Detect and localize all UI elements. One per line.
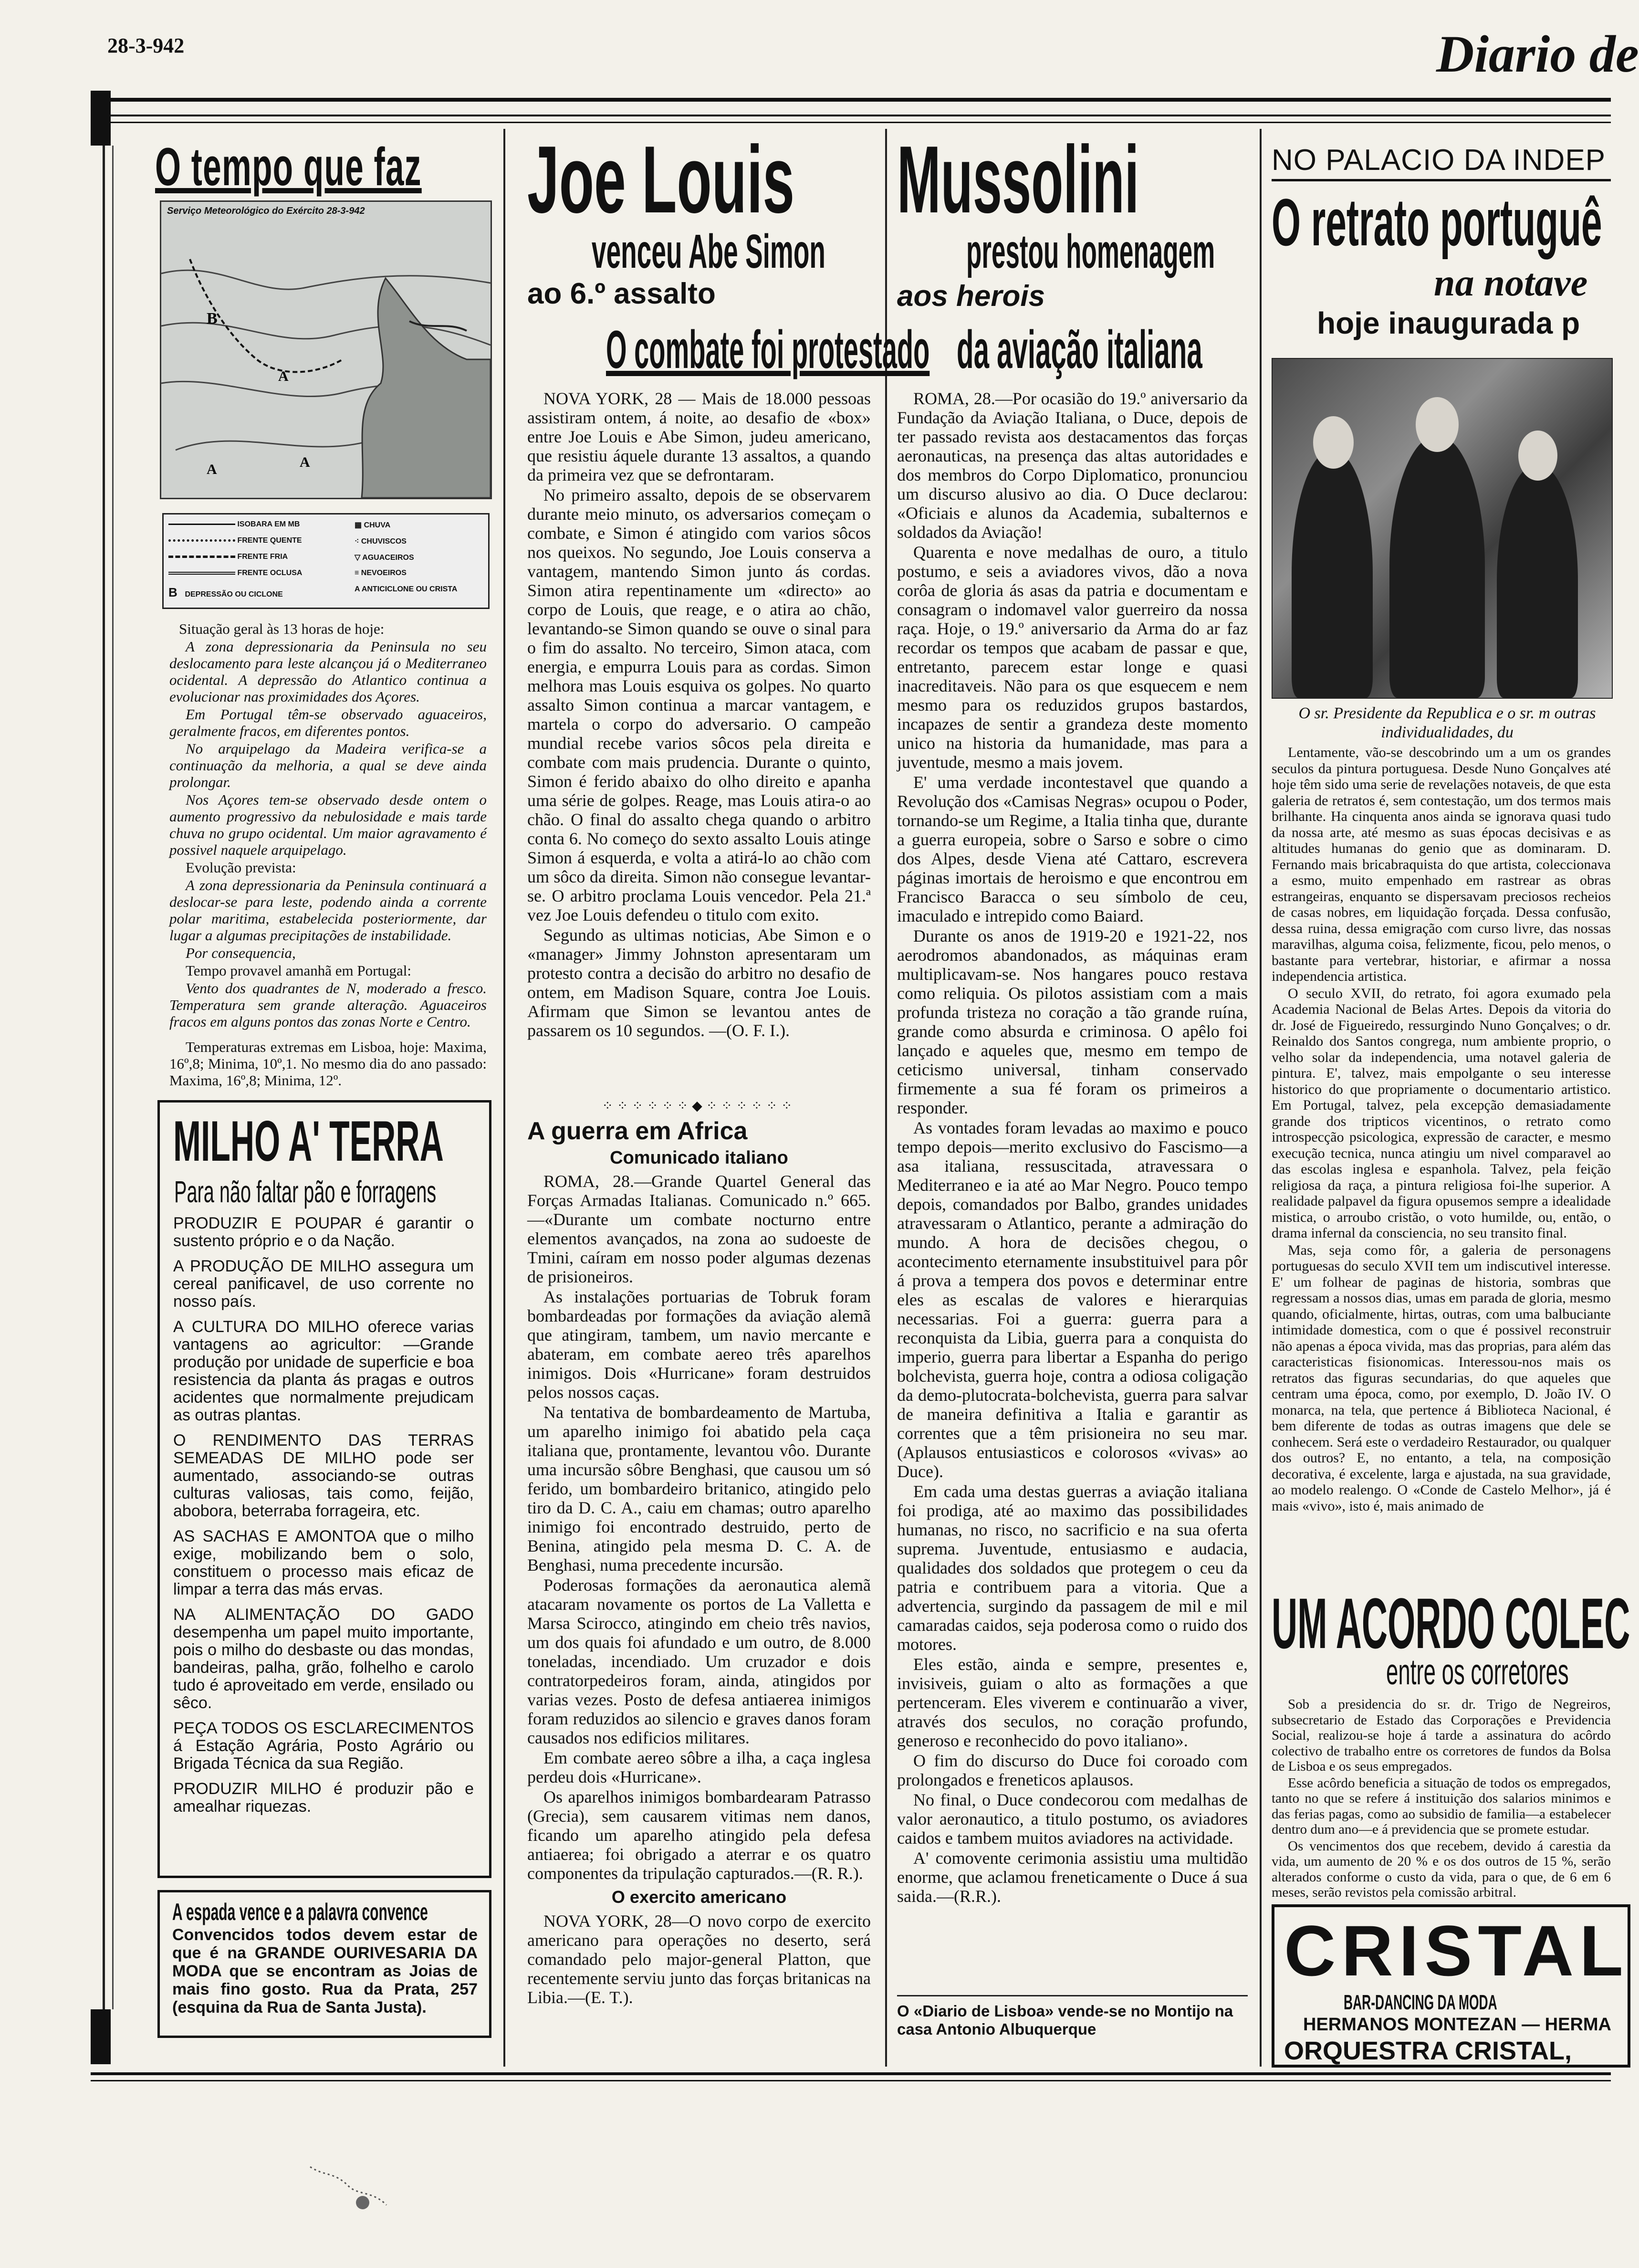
cristal-line2: HERMANOS MONTEZAN — HERMA bbox=[1303, 2015, 1611, 2035]
bottom-rule-thick bbox=[91, 2072, 1611, 2075]
left-margin-line bbox=[103, 146, 105, 2009]
mussolini-p2: Quarenta e nove medalhas de ouro, a titulo postumo, e seis a aviadores vivos, dão a nova corôa de gloria ás asas da patria e documentam e consagram o indomavel valor guerreiro da nossa raça. Hoje, o 19.º aniversario da Arma do ar faz recordar os tempos que acabam de passar e que, entretanto, parecem estar longe e quasi inacreditaveis. Não para os que esquecem e nem mesmo para os reduzidos grupos bastardos, incapazes de sentir a grandeza deste momento unico na historia da humanidade, mas para a juventude, mesmo a mais jovem. bbox=[897, 543, 1248, 772]
acordo-body bbox=[1272, 1697, 1611, 1901]
guerra-p2: As instalações portuarias de Tobruk foram bombardeadas por formações da aviação alemã que atingiram, tambem, um navio mercante e abateram, em combate aereo três aparelhos inimigos. Dois «Hurricane» foram destruidos pelos nossos caças. bbox=[527, 1287, 871, 1402]
legend-isobara: ISOBARA EM MB bbox=[168, 520, 300, 529]
guerra-headline: A guerra em Africa bbox=[527, 1117, 748, 1145]
mussolini-sub2: aos herois bbox=[897, 280, 1045, 313]
svg-text:B: B bbox=[207, 310, 218, 327]
mussolini-p7: Eles estão, ainda e sempre, presentes e, invisiveis, guiam o alto as formações a que pertenceram. Eles viverem e continuarão a viver, através dos seculos, no coração profundo, generoso e reconhecido do povo italiano». bbox=[897, 1655, 1248, 1750]
bottom-rule-thin bbox=[91, 2080, 1611, 2081]
palacio-p2: O seculo XVII, do retrato, foi agora exumado pela Academia Nacional de Belas Artes. Depois da vitoria do dr. José de Figueiredo, ressurgindo Nuno Gonçalves; o dr. Reinaldo dos Santos congrega, num ambiente proprio, o velho solar da independencia, uma notavel galeria de pintura. E', talvez, mais empolgante o seu interesse historico do que propriamente o documentario artistico. Em Portugal, talvez, pela excepção demasiadamente grande dos tripticos vicentinos, o retrato como introspecção psicologica, expressão de caracter, e mesmo execução tecnica, nunca atingiu um nivel comparavel ao das escolas inglesa e espanhola. Talvez, pela feição religiosa da raça, a pintura religiosa foi-lhe superior. A realidade palpavel da figura opusemos sempre a idealidade mistica, o arroubo cristão, o voto humilde, ou, então, o drama infernal da consciencia, no seu transito final. bbox=[1272, 985, 1611, 1241]
legend-frente-quente: FRENTE QUENTE bbox=[168, 536, 302, 545]
forecast-1: Vento dos quadrantes de N, moderado a fresco. Temperatura sem grande alteração. Aguaceiros fracos em alguns pontos das zonas Norte e Centro. bbox=[169, 980, 487, 1030]
legend-nevoeiros: ≡ NEVOEIROS bbox=[355, 569, 407, 577]
mussolini-sub1: prestou homenagem bbox=[966, 225, 1215, 278]
left-margin-line-2 bbox=[112, 146, 114, 2009]
newspaper-title: Diario de bbox=[1436, 25, 1639, 83]
cristal-ad bbox=[1272, 1904, 1630, 2068]
palacio-headline: O retrato portuguê bbox=[1272, 185, 1602, 260]
mussolini-body bbox=[897, 389, 1248, 1907]
cristal-line3: ORQUESTRA CRISTAL, bbox=[1284, 2037, 1572, 2065]
forecast-title: Tempo provavel amanhã em Portugal: bbox=[186, 962, 412, 979]
ourivesaria-title: A espada vence e a palavra convence bbox=[172, 1899, 428, 1925]
legend-frente-fria: FRENTE FRIA bbox=[168, 553, 288, 561]
palacio-kicker-rule bbox=[1272, 179, 1611, 181]
guerra-sub2: O exercito americano bbox=[611, 1887, 787, 1907]
guerra-p1: ROMA, 28.—Grande Quartel General das Forças Armadas Italianas. Comunicado n.º 665.—«Durante um combate nocturno entre elementos avançados, na zona ao sudoeste de Tmini, caíram em nosso poder algumas dezenas de prisioneiros. bbox=[527, 1172, 871, 1286]
svg-text:A: A bbox=[300, 454, 310, 470]
milho-p2: A PRODUÇÃO DE MILHO assegura um cereal panificavel, de uso corrente no nosso país. bbox=[173, 1257, 474, 1311]
palacio-kicker: NO PALACIO DA INDEP bbox=[1272, 144, 1606, 177]
temperatures: Temperaturas extremas em Lisboa, hoje: Maxima, 16º,8; Minima, 10º,1. No mesmo dia do ano passado: Maxima, 16º,8; Minima, 12º. bbox=[169, 1039, 487, 1089]
mussolini-p4: Durante os anos de 1919-20 e 1921-22, nos aerodromos abandonados, as máquinas eram multiplicavam-se. Nos hangares pouco restava como reliquia. Os pilotos assistiam com a mais profunda tristeza no coração a tão grande ruína, grande como absurda e criminosa. O apêlo foi lançado e aqueles que, mesmo em tempo de ceticismo universal, tinham conservado firmemente a sua fé foram os primeiros a responder. bbox=[897, 926, 1248, 1117]
situation-2: Em Portugal têm-se observado aguaceiros, geralmente fracos, em diferentes pontos. bbox=[169, 706, 487, 739]
evolution-1: A zona depressionaria da Peninsula continuará a deslocar-se para leste, podendo ainda a corrente polar maritima, estabelecida posteriormente, dar lugar a algumas precipitações de instabilidade. bbox=[169, 877, 487, 944]
joe-louis-p3: Segundo as ultimas noticias, Abe Simon e o «manager» Jimmy Johnston apresentaram um protesto contra a decisão do arbitro no desafio de ontem, em Madison Square, contra Joe Louis. Afirmam que Simon se levantou antes de passarem os 10 segundos. —(O. F. I.). bbox=[527, 925, 871, 1040]
cristal-line1: BAR-DANCING DA MODA bbox=[1344, 1991, 1497, 2014]
milho-subtitle: Para não faltar pão e forragens bbox=[174, 1175, 437, 1209]
milho-p7: PEÇA TODOS OS ESCLARECIMENTOS á Estação Agrária, Posto Agrário ou Brigada Técnica da sua Região. bbox=[173, 1719, 474, 1773]
weather-legend bbox=[162, 513, 490, 609]
legend-depressao: B DEPRESSÃO OU CICLONE bbox=[168, 585, 283, 599]
legend-chuva: ▦ CHUVA bbox=[355, 521, 391, 529]
joe-louis-sub1: venceu Abe Simon bbox=[592, 225, 826, 278]
situation-3: No arquipelago da Madeira verifica-se a continuação da melhoria, a qual se deve ainda prolongar. bbox=[169, 740, 487, 790]
weather-map-drawing bbox=[161, 202, 491, 498]
mussolini-p3: E' uma verdade incontestavel que quando a Revolução dos «Camisas Negras» ocupou o Poder, tornando-se um Regime, a Italia tinha que, durante a guerra europeia, sobre o Sarso e sobre o cimo dos Alpes, desde Viena até Cattaro, escrevera páginas imortais de heroismo e que encontrou em Francisco Baracca o seu símbolo de ceu, imaculado e intrepido como Baiard. bbox=[897, 773, 1248, 925]
situation-1: A zona depressionaria da Peninsula no seu deslocamento para leste alcançou já o Mediterraneo ocidental. A depressão do Atlantico continua a evolucionar nas proximidades dos Açores. bbox=[169, 638, 487, 705]
joe-louis-sub3: O combate foi protestado bbox=[606, 320, 930, 379]
ourivesaria-ad bbox=[157, 1890, 491, 2038]
guerra-p7: NOVA YORK, 28—O novo corpo de exercito americano para operações no deserto, será comandado pelo major-general Platton, que recentemente serviu junto das forças britanicas na Libia.—(E. T.). bbox=[527, 1911, 871, 2007]
palacio-photo-caption: O sr. Presidente da Republica e o sr. m outras individualidades, du bbox=[1298, 704, 1596, 741]
top-rule-thick bbox=[91, 98, 1611, 102]
cristal-title: CRISTAL bbox=[1284, 1911, 1629, 1991]
guerra-p5: Em combate aereo sôbre a ilha, a caça inglesa perdeu dois «Hurricane». bbox=[527, 1748, 871, 1786]
mussolini-headline: Mussolini bbox=[897, 126, 1139, 233]
svg-text:A: A bbox=[278, 368, 289, 384]
milho-title: MILHO A' TERRA bbox=[173, 1109, 444, 1173]
mussolini-p1: ROMA, 28.—Por ocasião do 19.º aniversario da Fundação da Aviação Italiana, o Duce, depois de ter passado revista aos destacamentos das forças aeronauticas, na presença das altas autoridades e dos membros do Corpo Diplomatico, pronunciou um discurso alusivo ao dia. O Duce declarou: «Oficiais e alunos da Academia, subalternos e soldados da Aviação! bbox=[897, 389, 1248, 542]
separator-ornament: ⁘⁘⁘⁘⁘⁘◆⁘⁘⁘⁘⁘⁘ bbox=[602, 1099, 796, 1113]
joe-louis-sub2: ao 6.º assalto bbox=[527, 277, 716, 310]
top-rule-thin bbox=[91, 115, 1611, 116]
mussolini-notice-rule bbox=[897, 1995, 1248, 1996]
palacio-p1: Lentamente, vão-se descobrindo um a um os grandes seculos da pintura portuguesa. Desde Nuno Gonçalves até hoje têm sido uma serie de revelações notaveis, de que esta galeria de retratos é, sem contestação, um dos termos mais brilhante. Ha cinquenta anos ainda se ignorava quasi tudo da nossa arte, até mesmo as suas épocas decisivas e as altitudes humanas do genio que as dominaram. D. Fernando mais bricabraquista do que artista, coleccionava a esmo, muito empenhado em rastrear as obras estrangeiras, enquanto se dispersavam preciosos recheios de casas nobres, em liquidação forçada. Dessa confusão, dessa ruina, dessa emigração com curso livre, das nossas maravilhas, alguma coisa, felizmente, ficou, pelo menos, o bastante para vertebrar, historiar, e afirmar a nossa independencia artistica. bbox=[1272, 745, 1611, 984]
mussolini-p8: O fim do discurso do Duce foi coroado com prolongados e freneticos aplausos. bbox=[897, 1751, 1248, 1789]
column-rule-1 bbox=[503, 129, 505, 2067]
legend-chuviscos: ⁖ CHUVISCOS bbox=[355, 537, 407, 546]
guerra-p4: Poderosas formações da aeronautica alemã atacaram novamente os portos de La Valletta e Marsa Scirocco, atingindo em cheio três navios, um dos quais foi afundado e um outro, de 8.000 toneladas, incendiado. Um cruzador e dois contratorpedeiros foram, ainda, atingidos por varias vezes. Posto de defesa antiaerea inimigos foram reduzidos ao silencio e graves danos foram causados nos edificios militares. bbox=[527, 1575, 871, 1747]
joe-louis-body bbox=[527, 389, 871, 1041]
ourivesaria-text: Convencidos todos devem estar de que é na GRANDE OURIVESARIA DA MODA que se encontram as Joias de mais fino gosto. Rua da Prata, 257 (esquina da Rua de Santa Justa). bbox=[172, 1926, 478, 2016]
column-rule-2 bbox=[885, 129, 887, 2067]
guerra-p3: Na tentativa de bombardeamento de Martuba, um aparelho inimigo foi abatido pela caça italiana que, prontamente, levantou vôo. Durante uma incursão sôbre Benghasi, que causou um só ferido, um bombardeiro britanico, atingido pelo tiro da D. C. A., caiu em chamas; outro aparelho inimigo foi encontrado destruido, perto de Benina, atingido pela mesma D. C. A. de Benghasi, numa precedente incursão. bbox=[527, 1403, 871, 1575]
left-margin-marker-top bbox=[91, 91, 111, 146]
mussolini-sub3: da aviação italiana bbox=[957, 320, 1202, 379]
situation-title: Situação geral às 13 horas de hoje: bbox=[179, 620, 385, 637]
legend-frente-oclusa: FRENTE OCLUSA bbox=[168, 569, 302, 578]
column-rule-3 bbox=[1260, 129, 1262, 2067]
mussolini-p5: As vontades foram levadas ao maximo e pouco tempo depois—merito exclusivo do Fascismo—a asa italiana, ressuscitada, atravessara o Mediterraneo e ia até ao Mar Negro. Pouco tempo depois, comandados por Balbo, grandes unidades atravessaram o Atlantico, perante a admiração do mundo. A hora de decisões chegou, o acontecimento eternamente insubstituivel para pôr á prova a tempera dos povos e determinar entre eles as escalas de valores e hierarquias necessarias. Foi a guerra: guerra para a reconquista da Libia, guerra para a conquista do imperio, guerra para libertar a Espanha do perigo bolchevista, guerra hoje, contra a odiosa coligação da demo-plutocrata-bolchevista, guerra para salvar de maneira definitiva a Italia e garantir as correntes que a têm prisioneira no seu mar. (Aplausos entusiasticos e colorosos «vivas» ao Duce). bbox=[897, 1118, 1248, 1481]
palacio-sub2: hoje inaugurada p bbox=[1317, 306, 1580, 340]
palacio-body bbox=[1272, 745, 1611, 1515]
acordo-p2: Esse acôrdo beneficia a situação de todos os empregados, tanto no que se refere á instituição dos salarios minimos e das ferias pagas, como ao subsidio de familia—a estabelecer dentro dum ano—e á previdencia que se promete estudar. bbox=[1272, 1775, 1611, 1837]
left-margin-marker-bottom bbox=[91, 2009, 111, 2064]
milho-p8: PRODUZIR MILHO é produzir pão e amealhar riquezas. bbox=[173, 1780, 474, 1816]
milho-p6: NA ALIMENTAÇÃO DO GADO desempenha um papel muito importante, pois o milho do desbaste ou das mondas, bandeiras, palha, grão, folhelho e carolo tudo é aproveitado em verde, ensilado ou sêco. bbox=[173, 1606, 474, 1712]
acordo-sub: entre os corretores bbox=[1386, 1652, 1569, 1692]
evolution-2: Por consequencia, bbox=[186, 945, 296, 961]
milho-text bbox=[173, 1215, 474, 1816]
bottom-ink-smudge bbox=[305, 2157, 401, 2215]
milho-p1: PRODUZIR E POUPAR é garantir o sustento próprio e o da Nação. bbox=[173, 1214, 474, 1250]
top-rule-thin-2 bbox=[91, 122, 1611, 123]
guerra-p6: Os aparelhos inimigos bombardearam Patrasso (Grecia), sem causarem vitimas nem danos, ficando um aparelho atingido pela defesa antiaerea; foi obrigado a aterrar e os quatro componentes da tripulação capturados.—(R. R.). bbox=[527, 1787, 871, 1883]
palacio-photo bbox=[1272, 358, 1613, 699]
milho-p3: A CULTURA DO MILHO oferece varias vantagens ao agricultor: —Grande produção por unidade de superficie e boa resistencia da planta ás pragas e outros acidentes que normalmente prejudicam as outras plantas. bbox=[173, 1318, 474, 1424]
svg-text:A: A bbox=[207, 462, 217, 477]
legend-anticiclone: A ANTICICLONE OU CRISTA bbox=[355, 585, 458, 593]
palacio-sub1: na notave bbox=[1434, 262, 1588, 304]
evolution-title: Evolução prevista: bbox=[186, 859, 296, 876]
milho-p4: O RENDIMENTO DAS TERRAS SEMEADAS DE MILHO pode ser aumentado, associando-se outras culturas valiosas, tais como, feijão, abobora, beterraba forrageira, etc. bbox=[173, 1431, 474, 1520]
guerra-body bbox=[527, 1172, 871, 2008]
guerra-sub: Comunicado italiano bbox=[610, 1148, 788, 1168]
milho-ad bbox=[157, 1100, 491, 1878]
joe-louis-headline: Joe Louis bbox=[527, 126, 795, 233]
mussolini-p9: No final, o Duce condecorou com medalhas de valor aeronautico, a titulo postumo, os aviadores caidos e tambem muitos aviadores na actividade. bbox=[897, 1790, 1248, 1848]
mussolini-p6: Em cada uma destas guerras a aviação italiana foi prodiga, até ao maximo das possibilidades humanas, no risco, no sacrificio e na sua oferta suprema. Juventude, entusiasmo e audacia, qualidades dos soldados que protegem o ceu da patria e contribuem para a vitoria. Que a advertencia, surgindo da passagem de mil e mil camaradas caidos, seja poderosa como o ruido dos motores. bbox=[897, 1482, 1248, 1654]
acordo-p1: Sob a presidencia do sr. dr. Trigo de Negreiros, subsecretario de Estado das Corporações e Previdencia Social, realizou-se hoje á tarde a assinatura do acôrdo colectivo de trabalho entre os corretores de fundos da Bolsa de Lisboa e os seus empregados. bbox=[1272, 1697, 1611, 1774]
joe-louis-p2: No primeiro assalto, depois de se observarem durante meio minuto, os adversarios começam o combate, e Simon é atingido com varios sôcos nos queixos. No segundo, Joe Louis conserva a vantagem, mantendo Simon junto ás cordas. Simon atira repentinamente um «directo» ao corpo de Louis, que reage, e o atira ao chão, levantando-se Simon quando se ouve o sinal para o fim do assalto. No terceiro, Simon ataca, com energia, e empurra Louis para as cordas. Simon melhora mas Louis esquiva os golpes. No quarto assalto Simon continua a marcar vantagem, e martela o corpo do adversario. O campeão mundial recebe varios sôcos pela direita e combate com mais prudencia. Durante o quinto, Simon é ferido abaixo do olho direito e apanha uma série de golpes. Reage, mas Louis atira-o ao chão. O final do assalto chega quando o arbitro conta 6. No começo do sexto assalto Louis atinge Simon á esquerda, e volta a atirá-lo ao chão com um sôco da direita. Simon não consegue levantar-se. O arbitro proclama Louis vencedor. Pela 21.ª vez Joe Louis defendeu o titulo com exito. bbox=[527, 485, 871, 924]
weather-map bbox=[160, 200, 492, 499]
mussolini-p10: A' comovente cerimonia assistiu uma multidão enorme, que aclamou freneticamente o Duce á sua saida.—(R.R.). bbox=[897, 1848, 1248, 1906]
joe-louis-p1: NOVA YORK, 28 — Mais de 18.000 pessoas assistiram ontem, á noite, ao desafio de «box» entre Joe Louis e Abe Simon, judeu americano, que resistiu áquele durante 13 assaltos, a quando da primeira vez que se defrontaram. bbox=[527, 389, 871, 484]
weather-text bbox=[169, 620, 487, 1090]
palacio-p3: Mas, seja como fôr, a galeria de personagens portuguesas do seculo XVII tem um indiscutivel interesse. E' um folhear de paginas de historia, sombras que regressam a nossos dias, umas em parada de gloria, mesmo quando, oficialmente, hirtas, outras, com uma balbuciante intimidade domestica, com o que é possivel reconstruir não apenas a época vivida, mas das proprias, para além das caracteristicas fisionomicas. Interessou-nos mais os retratos das figuras secundarias, do que aqueles que centram uma época, como, por exemplo, D. João IV. O monarca, na tela, que pertence á Biblioteca Nacional, é bem diferente de todas as outras imagens que dele se conhecem. Será este o verdadeiro Restaurador, ou qualquer dos outros? E, no entanto, a tela, na composição decorativa, é excelente, larga e ajustada, na sua gravidade, ao modelo realengo. O «Conde de Castelo Melhor», já é mais «vivo», isto é, mais animado de bbox=[1272, 1242, 1611, 1514]
milho-p5: AS SACHAS E AMONTOA que o milho exige, mobilizando bem o solo, constituem o processo mais eficaz de limpar a terra das más ervas. bbox=[173, 1527, 474, 1598]
acordo-headline: UM ACORDO COLEC bbox=[1272, 1583, 1630, 1663]
issue-date: 28-3-942 bbox=[107, 34, 185, 57]
legend-aguaceiros: ▽ AGUACEIROS bbox=[355, 554, 414, 562]
montijo-notice: O «Diario de Lisboa» vende-se no Montijo na casa Antonio Albuquerque bbox=[897, 2002, 1233, 2038]
weather-map-caption: Serviço Meteorológico do Exército 28-3-942 bbox=[167, 206, 365, 216]
acordo-p3: Os vencimentos dos que recebem, devido á carestia da vida, um aumento de 20 % e os dos outros de 15 %, serão alterados conforme o custo da vida, para o que, de 6 em 6 meses, serão revistos pela comissão arbitral. bbox=[1272, 1838, 1611, 1900]
weather-heading: O tempo que faz bbox=[155, 137, 422, 197]
situation-4: Nos Açores tem-se observado desde ontem o aumento progressivo da nebulosidade e mais tarde chuva no grupo ocidental. Um maior agravamento é possivel naquele arquipelago. bbox=[169, 791, 487, 858]
